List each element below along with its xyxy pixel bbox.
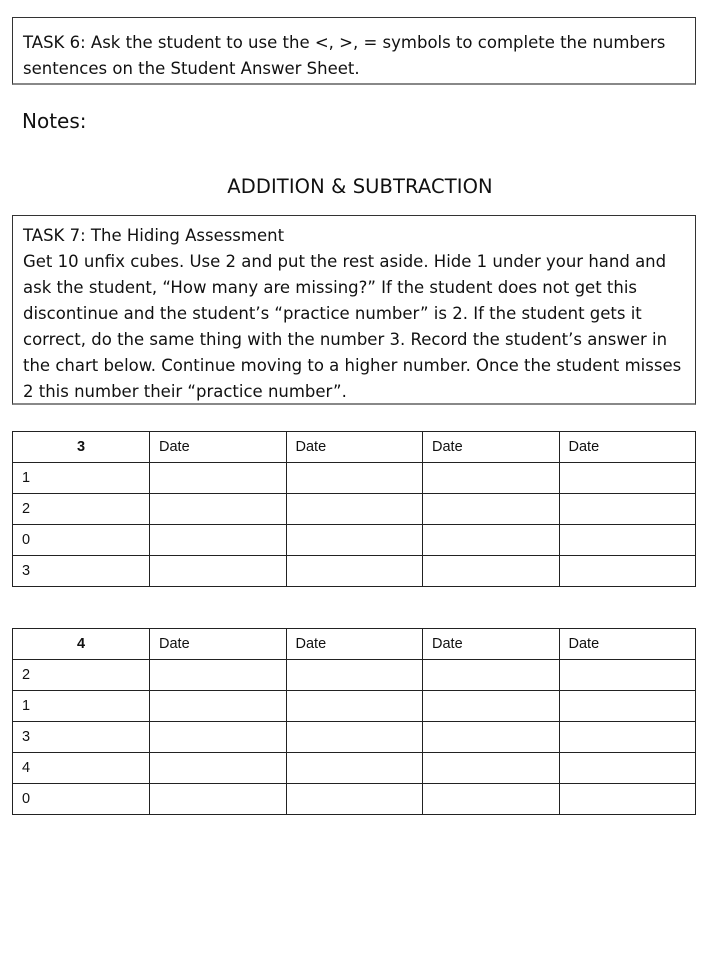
answer-cell[interactable] [286,784,423,815]
task-7-box [12,215,696,405]
practice-chart-3 [12,431,696,587]
answer-cell[interactable] [559,660,696,691]
row-number: 2 [13,494,150,525]
practice-chart-4 [12,628,696,815]
row-number: 1 [13,463,150,494]
date-header: Date [559,432,696,463]
date-header: Date [150,432,287,463]
table-row [13,753,696,784]
row-number: 1 [13,691,150,722]
answer-cell[interactable] [286,722,423,753]
answer-cell[interactable] [423,463,560,494]
answer-cell[interactable] [423,722,560,753]
row-number: 0 [13,784,150,815]
table-row [13,722,696,753]
answer-cell[interactable] [286,463,423,494]
section-title: ADDITION & SUBTRACTION [227,175,493,198]
date-header: Date [423,629,560,660]
task-7-body: Get 10 unfix cubes. Use 2 and put the rest aside. Hide 1 under your hand and ask the student, “How many are missing?” If the student does not get this discontinue and the student’s “practice number” is 2. If the student gets it correct, do the same thing with the number 3. Record the student’s answer in the chart below. Continue moving to a higher number. Once the student misses 2 this number their “practice number”. [23,252,682,401]
answer-cell[interactable] [423,525,560,556]
answer-cell[interactable] [150,525,287,556]
answer-cell[interactable] [150,784,287,815]
answer-cell[interactable] [559,691,696,722]
answer-cell[interactable] [559,494,696,525]
row-number: 3 [13,556,150,587]
answer-cell[interactable] [559,722,696,753]
task-6-box [12,17,696,85]
date-header: Date [150,629,287,660]
answer-cell[interactable] [150,722,287,753]
answer-cell[interactable] [150,494,287,525]
date-header: Date [559,629,696,660]
answer-cell[interactable] [559,463,696,494]
table-row [13,691,696,722]
row-number: 4 [13,753,150,784]
answer-cell[interactable] [559,753,696,784]
answer-cell[interactable] [286,556,423,587]
answer-cell[interactable] [423,494,560,525]
table-row [13,660,696,691]
task-6-text: TASK 6: Ask the student to use the <, >, = symbols to complete the numbers sentences on the Student Answer Sheet. [23,33,666,78]
table-row [13,494,696,525]
answer-cell[interactable] [150,556,287,587]
answer-cell[interactable] [423,784,560,815]
answer-cell[interactable] [150,463,287,494]
date-header: Date [286,629,423,660]
table-row [13,463,696,494]
answer-cell[interactable] [150,753,287,784]
date-header: Date [286,432,423,463]
answer-cell[interactable] [150,691,287,722]
answer-cell[interactable] [559,556,696,587]
notes-label: Notes: [22,109,87,133]
table-row [13,525,696,556]
answer-cell[interactable] [423,691,560,722]
answer-cell[interactable] [286,525,423,556]
row-number: 3 [13,722,150,753]
table-row [13,784,696,815]
answer-cell[interactable] [423,660,560,691]
row-number: 0 [13,525,150,556]
chart-number-header: 4 [13,629,150,660]
answer-cell[interactable] [150,660,287,691]
answer-cell[interactable] [286,691,423,722]
answer-cell[interactable] [423,753,560,784]
answer-cell[interactable] [423,556,560,587]
row-number: 2 [13,660,150,691]
chart-number-header: 3 [13,432,150,463]
answer-cell[interactable] [286,494,423,525]
chart-header-row [13,432,696,463]
date-header: Date [423,432,560,463]
answer-cell[interactable] [559,525,696,556]
answer-cell[interactable] [286,753,423,784]
answer-cell[interactable] [286,660,423,691]
task-7-title: TASK 7: The Hiding Assessment [23,226,285,245]
answer-cell[interactable] [559,784,696,815]
table-row [13,556,696,587]
chart-header-row [13,629,696,660]
